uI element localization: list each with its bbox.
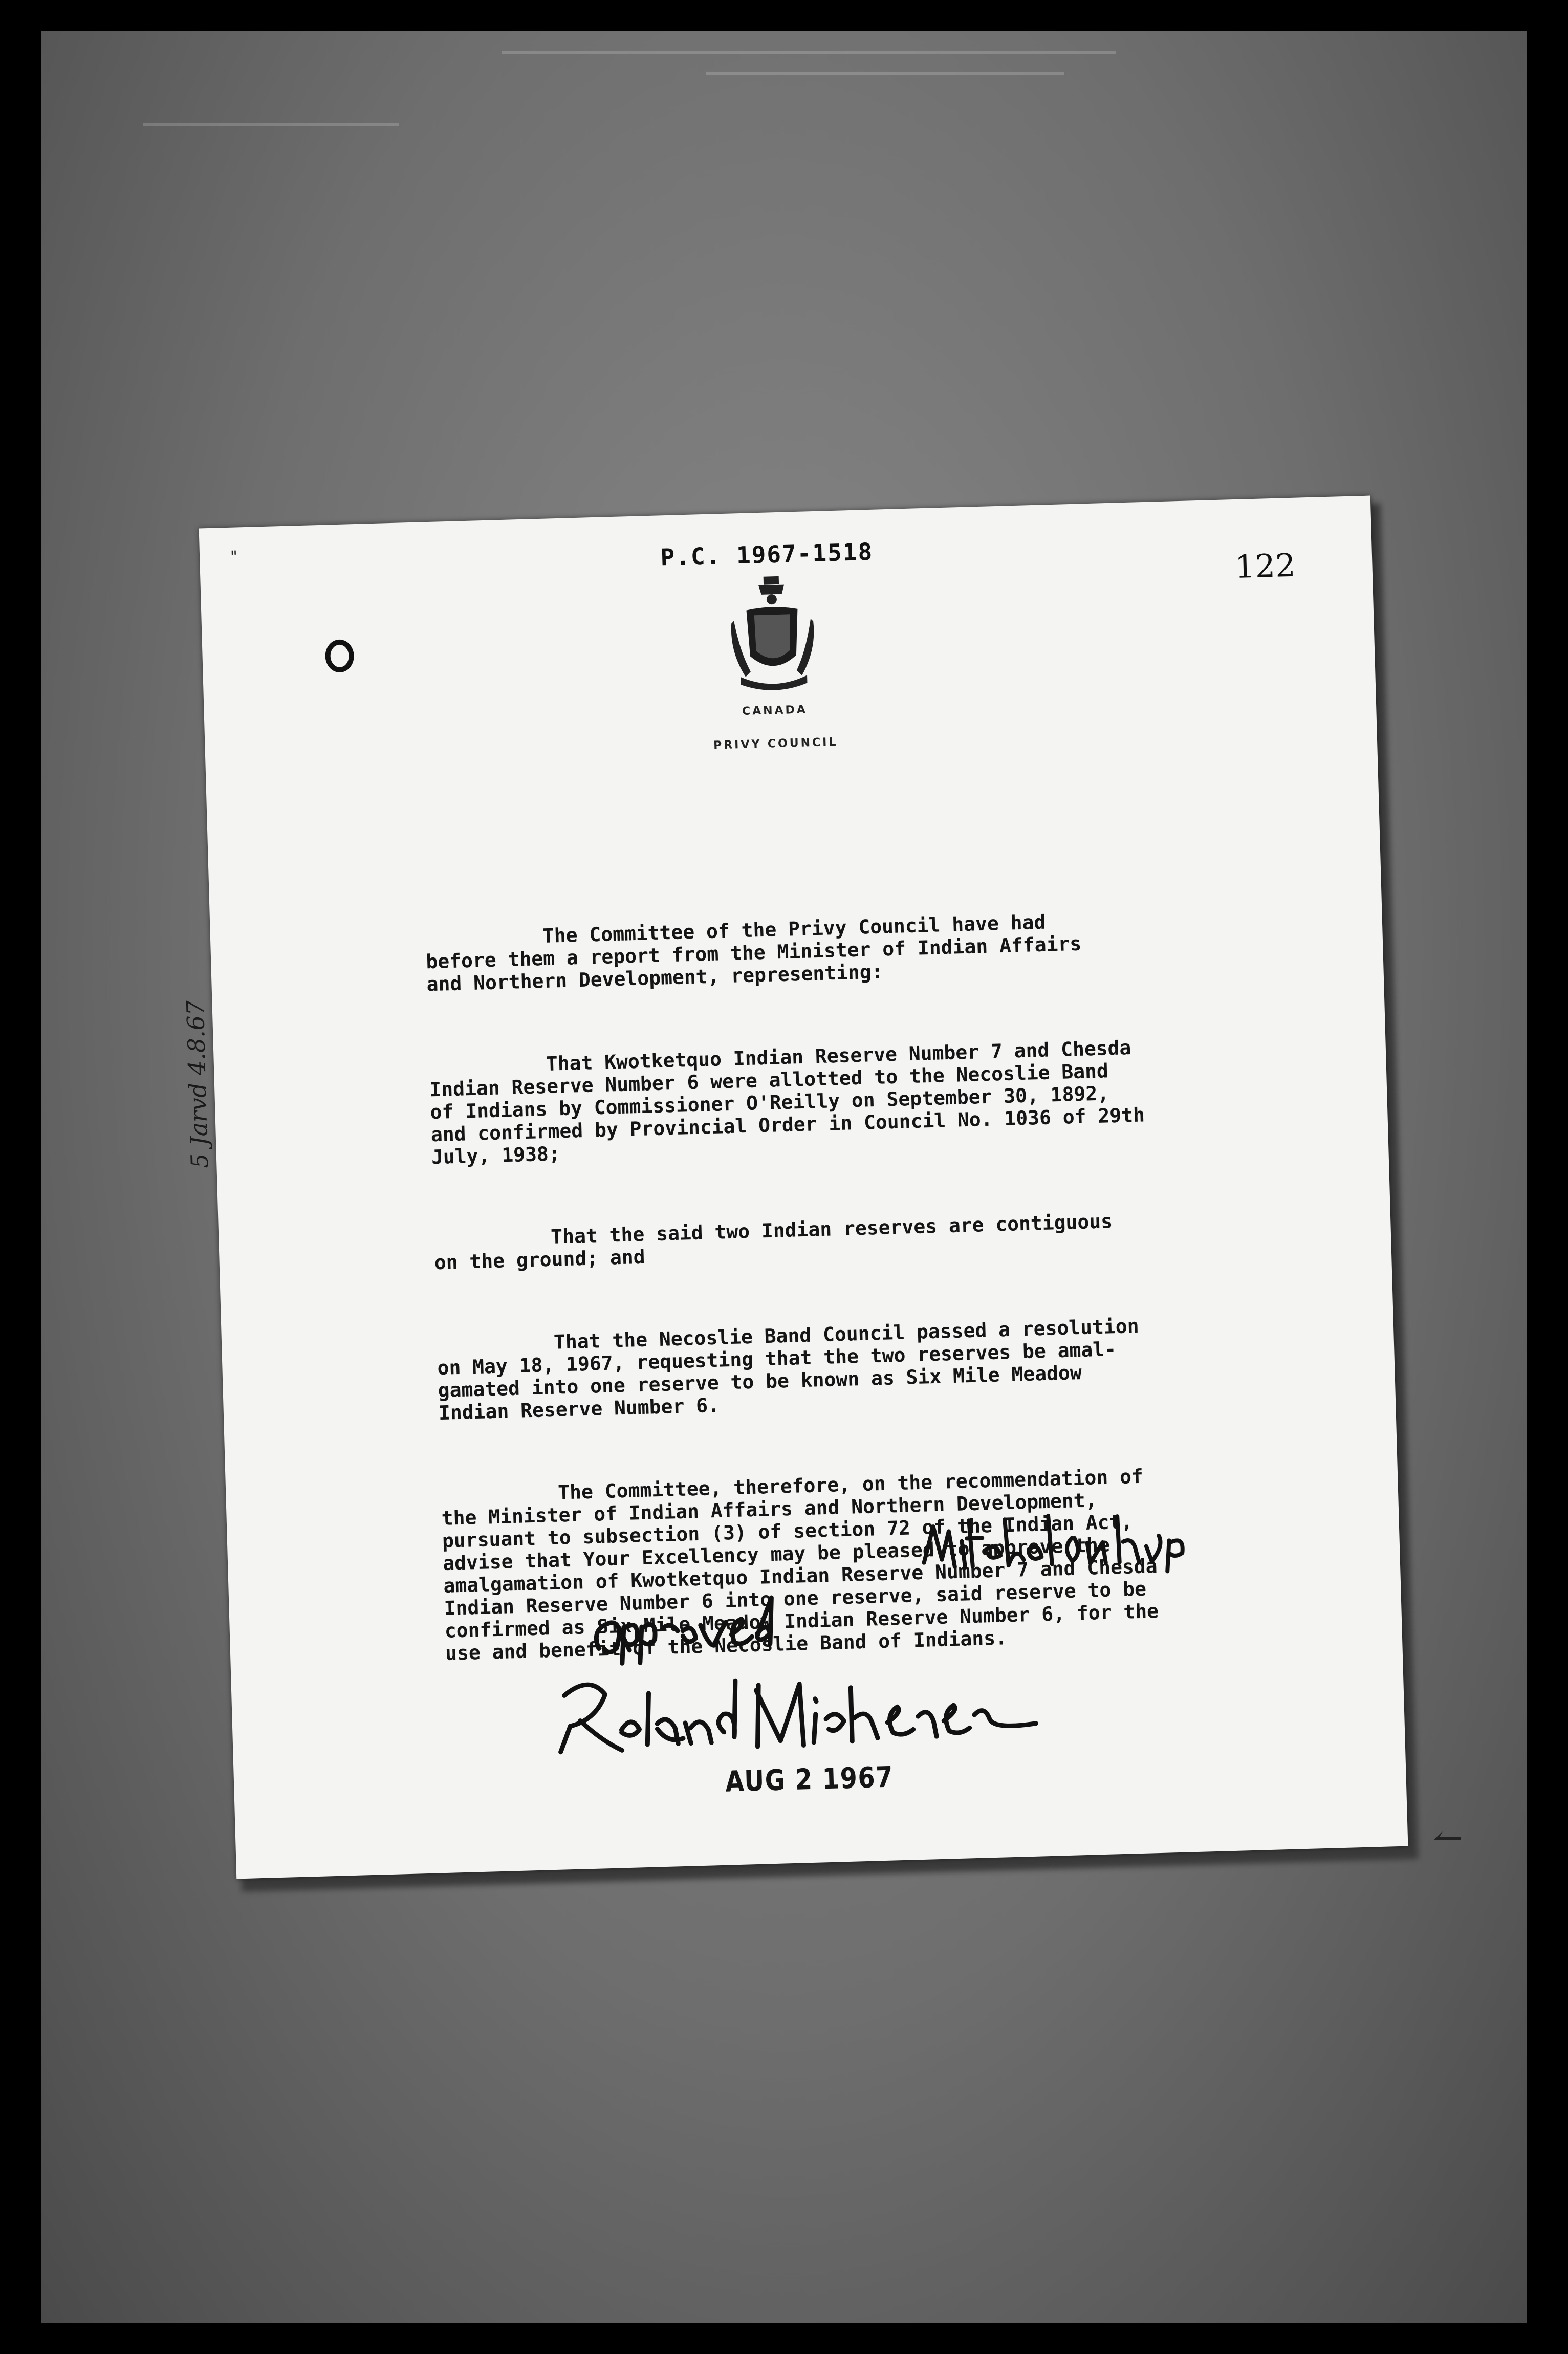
punch-hole-mark <box>325 639 355 673</box>
margin-mark: " <box>230 548 238 566</box>
order-number: P.C. 1967-1518 <box>660 537 874 572</box>
paragraph-report: The Committee of the Privy Council have had before them a report from the Minister of Indian Affairs and Northern Development, representing: <box>425 910 1082 996</box>
paragraph-recommendation: The Committee, therefore, on the recommendation of the Minister of Indian Affairs and Northern Development, pursuant to subsection (3) of section 72 of the Indian Act, advise that Your Excellency may be pleased to approve the amalgamation of Kwotketquo Indian Reserve Number 7 and Chesda Indian Reserve Number 6 into one reserve, said reserve to be confirmed as Six Mile Meadow Indian Reserve Number 6, for the use and benefit of the Necoslie Band of Indians. <box>440 1465 1159 1665</box>
clerk-signature <box>918 1503 1237 1583</box>
approval-date-stamp: AUG 2 1967 <box>725 1760 895 1799</box>
letterhead-office: PRIVY COUNCIL <box>713 735 838 752</box>
letterhead-country: CANADA <box>742 703 808 718</box>
coat-of-arms-icon <box>723 573 823 698</box>
document-page <box>181 496 1408 1879</box>
approved-handwriting <box>587 1586 824 1669</box>
governor-general-signature <box>548 1651 1062 1773</box>
order-body <box>424 860 1276 1725</box>
margin-tick-mark: ↼ <box>1433 1817 1463 1859</box>
margin-handwritten-note: 5 Jarvd 4.8.67 <box>181 1000 214 1169</box>
microfilm-frame <box>41 31 1527 2323</box>
paragraph-allotment: That Kwotketquo Indian Reserve Number 7 and Chesda Indian Reserve Number 6 were allotted to the Necoslie Band of Indians by Commissioner O'Reilly on September 30, 1892, and confirmed by Provincial Order in Council No. 1036 of 29th July, 1938; <box>428 1036 1145 1169</box>
page-number: 122 <box>1234 546 1296 585</box>
paragraph-resolution: That the Necoslie Band Council passed a resolution on May 18, 1967, requesting that the two reserves be amal- gamated into one reserve to be known as Six Mile Meadow Indian Reserve Number 6. <box>436 1314 1140 1425</box>
paragraph-contiguous: That the said two Indian reserves are contiguous on the ground; and <box>433 1210 1113 1274</box>
